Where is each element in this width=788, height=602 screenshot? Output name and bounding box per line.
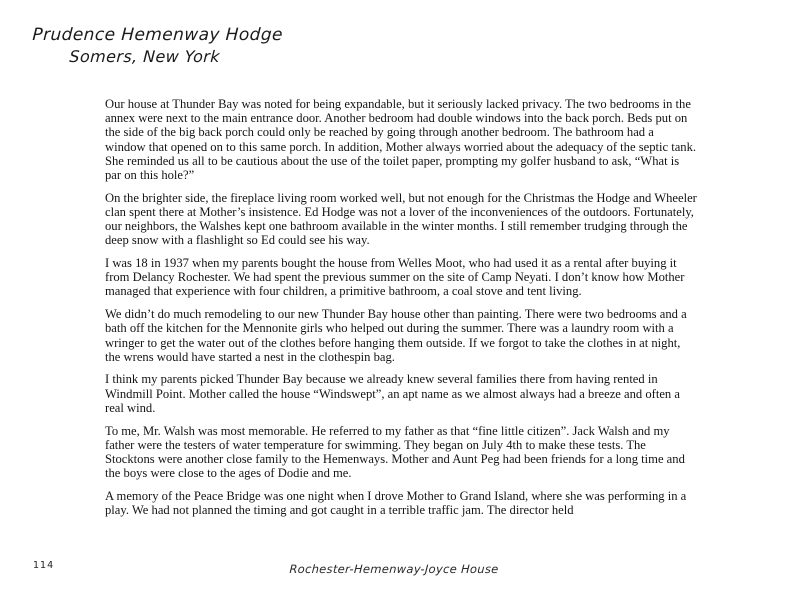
paragraph: To me, Mr. Walsh was most memorable. He referred to my father as that “fine little citizen”. Jack Walsh and my father were the testers of water temperature for swimming. They began on July 4th to make these tests. The Stocktons were another close family to the Hemenways. Mother and Aunt Peg had been friends for a long time and the boys were close to the ages of Dodie and me.: [105, 423, 685, 481]
paragraph: A memory of the Peace Bridge was one night when I drove Mother to Grand Island, where she was performing in a play. We had not planned the timing and got caught in a terrible traffic jam. The director held: [105, 488, 687, 518]
paragraph: I think my parents picked Thunder Bay because we already knew several families there from having rented in Windmill Point. Mother called the house “Windswept”, an apt name as we almost always had a breeze and often a real wind.: [105, 372, 680, 415]
page-header: [33, 24, 284, 68]
paragraph: On the brighter side, the fireplace living room worked well, but not enough for the Christmas the Hodge and Wheeler clan spent there at Mother’s insistence. Ed Hodge was not a lover of the inconveniences of the outdoors. Fortunately, our neighbors, the Walshes kept one bathroom available in the winter months. I still remember trudging through the deep snow with a flashlight so Ed could see his way.: [105, 190, 697, 248]
paragraph: We didn’t do much remodeling to our new Thunder Bay house other than painting. There were two bedrooms and a bath off the kitchen for the Mennonite girls who helped out during the summer. There was a laundry room with a wringer to get the water out of the clothes before hanging them outside. If we forgot to take the clothes in at night, the wrens would have started a nest in the clothespin bag.: [105, 307, 687, 364]
author-name: Prudence Hemenway Hodge: [31, 25, 284, 45]
footer-title: Rochester-Hemenway-Joyce House: [289, 562, 499, 576]
body-text: [105, 97, 697, 526]
author-place: Somers, New York: [68, 47, 221, 66]
page-number: 114: [33, 560, 55, 571]
paragraph: I was 18 in 1937 when my parents bought the house from Welles Moot, who had used it as a rental after buying it from Delancy Rochester. We had spent the previous summer on the site of Camp Neyati. I don’t know how Mother managed that experience with four children, a primitive bathroom, a coal stove and tent living.: [105, 256, 685, 299]
paragraph: Our house at Thunder Bay was noted for being expandable, but it seriously lacked privacy. The two bedrooms in the annex were next to the main entrance door. Another bedroom had double windows into the back porch. Beds put on the side of the big back porch could only be reached by going through another bedroom. The bathroom had a window that opened on to this same porch. In addition, Mother always worried about the adequacy of the septic tank. She reminded us all to be cautious about the use of the toilet paper, prompting my golfer husband to ask, “What is par on this hole?”: [105, 97, 697, 183]
